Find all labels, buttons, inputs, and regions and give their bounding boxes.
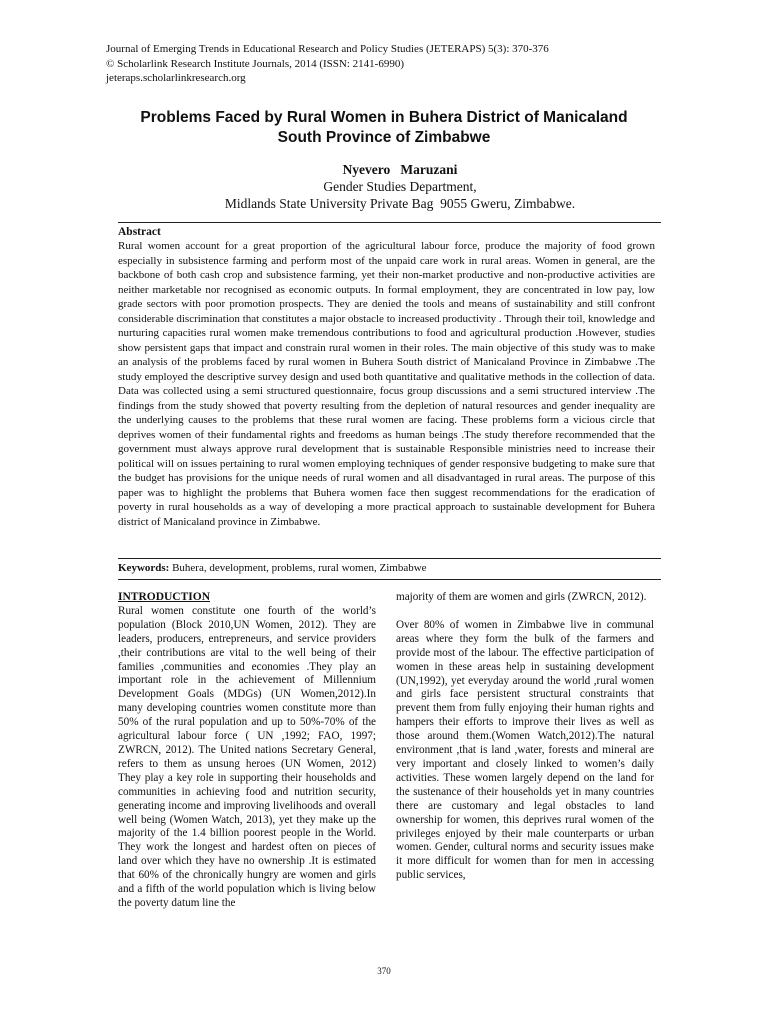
keywords-label: Keywords: (118, 562, 170, 574)
copyright-line: © Scholarlink Research Institute Journals, 2014 (ISSN: 2141-6990) (106, 57, 404, 70)
keywords-bottom-rule (118, 579, 661, 580)
left-column (118, 591, 376, 911)
affiliation-address: Midlands State University Private Bag 9055 Gweru, Zimbabwe. (224, 196, 576, 211)
author-block (200, 161, 600, 212)
keywords-text: Buhera, development, problems, rural women, Zimbabwe (169, 562, 427, 574)
abstract-bottom-rule (118, 558, 661, 559)
intro-paragraph-2: Over 80% of women in Zimbabwe live in communal areas where they form the bulk of the farmers and provide most of the labour. The effective participation of women in these areas help in sustaining development (UN,1992), yet everyday around the world ,rural women and girls face persistent structural constraints that prevent them from fully enjoying their human rights and hampers their efforts to improve their lives as well as those around them.(Women Watch,2012).The natural environment ,that is land ,water, forests and mineral are very important and closely linked to women’s daily activities. These women largely depend on the land for the sustenance of their households yet in many countries there are customary and legal obstacles to land ownership for women, this deprives rural women of the privileges enjoyed by their male counterparts or urban women. Gender, cultural norms and security issues make it more difficult for women than for men in accessing public services, (396, 618, 654, 882)
paper-title (100, 108, 668, 147)
affiliation-department: Gender Studies Department, (323, 179, 477, 194)
keywords-line (118, 562, 658, 574)
author-name: Nyevero Maruzani (342, 162, 458, 177)
abstract-top-rule (118, 222, 661, 223)
title-line-1: Problems Faced by Rural Women in Buhera District of Manicaland (140, 109, 628, 126)
title-line-2: South Province of Zimbabwe (277, 128, 491, 146)
journal-header (106, 42, 666, 86)
journal-website: jeteraps.scholarlinkresearch.org (106, 72, 246, 84)
intro-paragraph-1: Rural women constitute one fourth of the world’s population (Block 2010,UN Women, 2012). They are leaders, producers, entrepreneurs, and service providers ,their contributions are vital to the well being of their families ,communities and economies .They play an important role in the achievement of Millennium Development Goals (MDGs) (UN Women,2012).In many developing countries women constitute more than 50% of the rural population and up to 50%-70% of the agricultural labour force ( UN ,1992; FAO, 1997; ZWRCN, 2012). The United nations Secretary General, refers to them as unsung heroes (UN Women, 2012) They play a key role in supporting their households and communities in achieving food and nutrition security, generating income and improving livelihoods and overall well being (Women Watch, 2013), yet they make up the majority of the 1.4 billion poorest people in the World. They work the longest and hardest often on pieces of land over which they have no ownership .It is estimated that 60% of the chronically hungry are women and girls and a fifth of the world population which is living below the poverty datum line the (118, 604, 376, 909)
right-column (396, 591, 654, 883)
page-number: 370 (377, 966, 391, 976)
intro-paragraph-1-continued: majority of them are women and girls (ZWRCN, 2012). (396, 591, 647, 603)
journal-citation: Journal of Emerging Trends in Educational Research and Policy Studies (JETERAPS) 5(3): 370-376 (106, 43, 549, 55)
abstract-text: Rural women account for a great proportion of the agricultural labour force, produce the majority of food grown especially in subsistence farming and perform most of the unpaid care work in rural areas. Women in general, are the backbone of both cash crop and subsistence farming, yet their non-market productive and non-productive activities are neither marketable nor recognised as economic outputs. In formal employment, they are concentrated in low pay, low grade sectors with poor promotion prospects. They are denied the tools and means of sustainability and still confront considerable discrimination that constitutes a major obstacle to increased productivity . Through their toil, knowledge and nurturing capacities rural women make tremendous contributions to food and agricultural production .However, studies show persistent gaps that impact and constrain rural women in their roles. The main objective of this study was to make an analysis of the problems faced by rural women in Buhera South district of Manicaland Province in Zimbabwe .The study employed the descriptive survey design and used both quantitative and qualitative methods in the collection of data. Data was collected using a semi structured questionnaire, focus group discussions and a semi structured interview .The findings from the study showed that poverty resulting from the depletion of natural resources and gender inequality are the underlying causes to the problems that these rural women are facing. These problems form a vicious circle that deprives women of their fundamental rights and freedoms as human beings .The study therefore recommended that the government must always approve rural development that is sustainable Responsible ministries need to increase their political will on issues pertaining to rural women employing techniques of gender responsive budgeting to make sure that the budget has provisions for the unique needs of rural women and all disadvantaged in rural areas. The purpose of this paper was to highlight the problems that Buhera women face then suggest recommendations for the eradication of poverty in rural households as a way of developing a more practical approach to sustainable development for Buhera district of Manicaland province in Zimbabwe. (118, 240, 655, 528)
abstract-heading: Abstract (118, 226, 161, 238)
introduction-heading: INTRODUCTION (118, 591, 211, 603)
